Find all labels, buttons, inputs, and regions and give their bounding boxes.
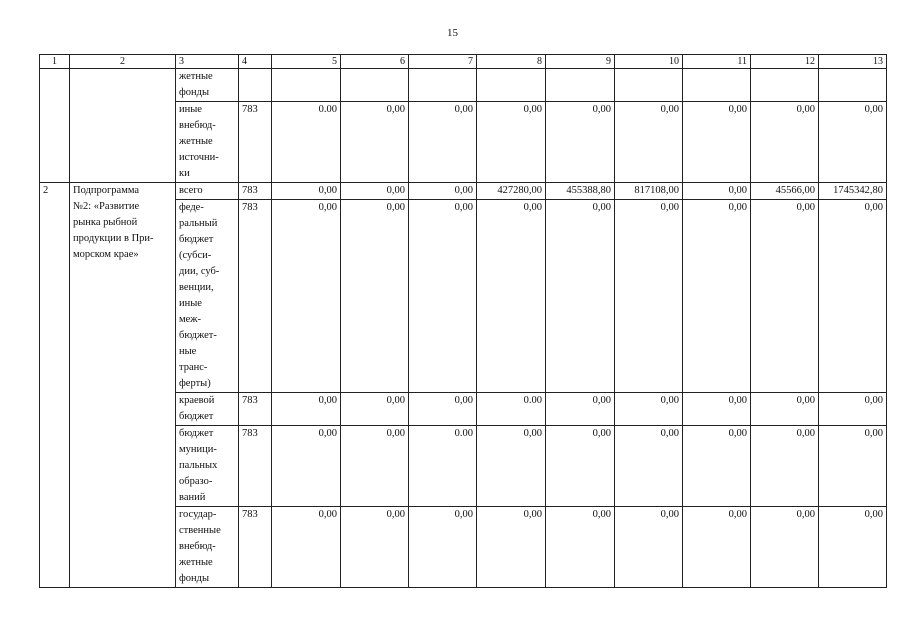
value-cell: 0,00 <box>409 200 477 393</box>
value-cell: 455388,80 <box>546 183 615 200</box>
value-cell <box>615 69 683 102</box>
code-cell: 783 <box>239 183 272 200</box>
value-cell: 427280,00 <box>477 183 546 200</box>
value-cell: 0,00 <box>272 393 341 426</box>
value-cell: 0,00 <box>683 393 751 426</box>
value-cell: 0,00 <box>546 200 615 393</box>
code-cell: 783 <box>239 102 272 183</box>
value-cell: 0,00 <box>409 183 477 200</box>
value-cell: 0,00 <box>819 426 887 507</box>
value-cell <box>819 69 887 102</box>
code-cell <box>239 69 272 102</box>
col-header: 5 <box>272 55 341 69</box>
value-cell: 0,00 <box>341 102 409 183</box>
table-row <box>40 183 887 200</box>
value-cell: 0,00 <box>615 393 683 426</box>
value-cell <box>546 69 615 102</box>
value-cell: 0,00 <box>546 393 615 426</box>
source-cell: жетные фонды <box>176 69 239 102</box>
table-row <box>40 69 887 102</box>
col-header: 2 <box>70 55 176 69</box>
value-cell <box>272 69 341 102</box>
value-cell: 0,00 <box>751 426 819 507</box>
value-cell: 0,00 <box>341 183 409 200</box>
col-header: 1 <box>40 55 70 69</box>
col-header: 11 <box>683 55 751 69</box>
value-cell: 0,00 <box>615 102 683 183</box>
col-header: 12 <box>751 55 819 69</box>
code-cell: 783 <box>239 200 272 393</box>
number-cell <box>40 69 70 183</box>
value-cell: 0,00 <box>409 507 477 588</box>
value-cell: 0,00 <box>819 102 887 183</box>
value-cell: 0,00 <box>272 200 341 393</box>
value-cell: 0,00 <box>683 183 751 200</box>
value-cell: 0,00 <box>341 426 409 507</box>
col-header: 7 <box>409 55 477 69</box>
value-cell: 0,00 <box>477 200 546 393</box>
value-cell: 0,00 <box>546 426 615 507</box>
column-number-row <box>40 55 887 69</box>
value-cell: 0,00 <box>819 393 887 426</box>
value-cell: 0,00 <box>546 507 615 588</box>
title-cell <box>70 69 176 183</box>
value-cell: 1745342,80 <box>819 183 887 200</box>
value-cell <box>683 69 751 102</box>
value-cell: 0,00 <box>683 507 751 588</box>
code-cell: 783 <box>239 393 272 426</box>
value-cell: 45566,00 <box>751 183 819 200</box>
value-cell: 0.00 <box>409 426 477 507</box>
value-cell: 0,00 <box>615 200 683 393</box>
source-cell: государ- ственные внебюд- жетные фонды <box>176 507 239 588</box>
value-cell: 0,00 <box>751 102 819 183</box>
value-cell: 0.00 <box>272 102 341 183</box>
col-header: 8 <box>477 55 546 69</box>
code-cell: 783 <box>239 426 272 507</box>
value-cell: 0,00 <box>409 102 477 183</box>
col-header: 13 <box>819 55 887 69</box>
source-cell: всего <box>176 183 239 200</box>
value-cell: 0,00 <box>683 102 751 183</box>
value-cell <box>477 69 546 102</box>
source-cell: краевой бюджет <box>176 393 239 426</box>
value-cell <box>409 69 477 102</box>
value-cell: 0,00 <box>341 393 409 426</box>
value-cell: 0,00 <box>341 200 409 393</box>
subprogram-number: 2 <box>40 183 70 588</box>
value-cell: 0,00 <box>409 393 477 426</box>
source-cell: бюджет муници- пальных образо- ваний <box>176 426 239 507</box>
value-cell: 817108,00 <box>615 183 683 200</box>
value-cell: 0,00 <box>272 507 341 588</box>
code-cell: 783 <box>239 507 272 588</box>
value-cell <box>751 69 819 102</box>
col-header: 3 <box>176 55 239 69</box>
value-cell: 0,00 <box>272 426 341 507</box>
value-cell: 0,00 <box>819 200 887 393</box>
value-cell: 0,00 <box>615 507 683 588</box>
value-cell: 0,00 <box>683 200 751 393</box>
value-cell: 0,00 <box>751 393 819 426</box>
value-cell: 0,00 <box>546 102 615 183</box>
value-cell: 0,00 <box>477 102 546 183</box>
value-cell: 0,00 <box>819 507 887 588</box>
value-cell: 0,00 <box>751 507 819 588</box>
value-cell <box>341 69 409 102</box>
col-header: 10 <box>615 55 683 69</box>
value-cell: 0,00 <box>615 426 683 507</box>
value-cell: 0,00 <box>751 200 819 393</box>
col-header: 9 <box>546 55 615 69</box>
page-number: 15 <box>447 27 458 39</box>
value-cell: 0,00 <box>477 507 546 588</box>
value-cell: 0.00 <box>477 393 546 426</box>
col-header: 6 <box>341 55 409 69</box>
source-cell: иные внебюд- жетные источни- ки <box>176 102 239 183</box>
value-cell: 0,00 <box>683 426 751 507</box>
value-cell: 0,00 <box>272 183 341 200</box>
col-header: 4 <box>239 55 272 69</box>
source-cell: феде- ральный бюджет (субси- дии, суб- венции, иные меж- бюджет- ные транс- ферты) <box>176 200 239 393</box>
value-cell: 0,00 <box>341 507 409 588</box>
subprogram-title: Подпрограмма №2: «Развитие рынка рыбной продукции в При- морском крае» <box>70 183 176 588</box>
value-cell: 0,00 <box>477 426 546 507</box>
budget-table <box>39 54 887 588</box>
